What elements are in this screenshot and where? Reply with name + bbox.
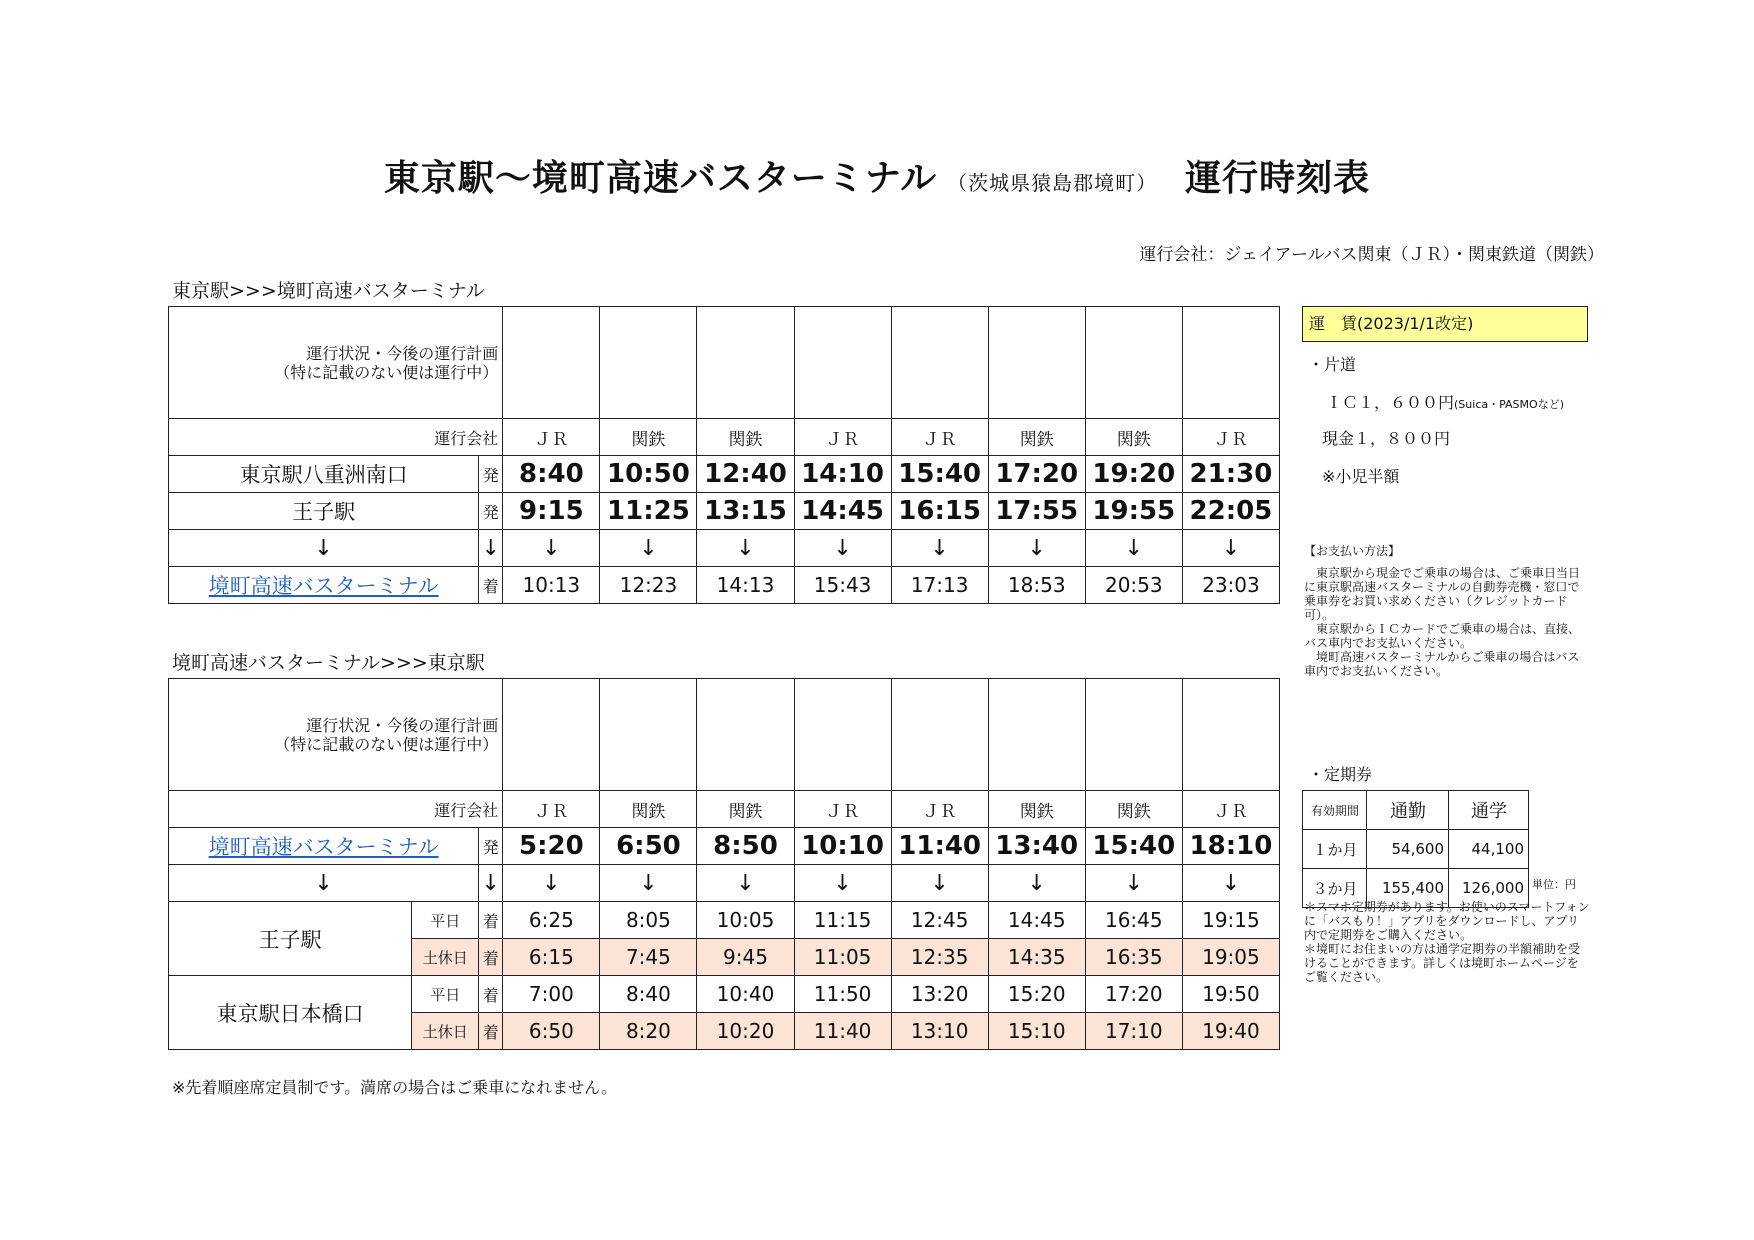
fare-header: 運 賃(2023/1/1改定) (1302, 306, 1588, 342)
time-cell: 5:20 (503, 828, 600, 865)
pass-notes (1304, 900, 1590, 984)
time-cell: 12:45 (891, 902, 988, 939)
time-cell: 20:53 (1085, 567, 1182, 604)
time-cell: 19:05 (1182, 939, 1279, 976)
down-arrow-icon: ↓ (794, 530, 891, 567)
company-cell: ＪＲ (503, 419, 600, 456)
time-cell: 17:55 (988, 493, 1085, 530)
sakai-terminal-link[interactable]: 境町高速バスターミナル (208, 574, 439, 598)
stop-row-sakai (169, 828, 1280, 865)
status-cell (697, 307, 794, 419)
arrival-mark: 着 (479, 1013, 503, 1050)
down-arrow-icon: ↓ (794, 865, 891, 902)
stop-name: 王子駅 (169, 902, 412, 976)
pass-price: 126,000 (1449, 869, 1529, 908)
company-cell: 関鉄 (600, 791, 697, 828)
time-cell: 8:05 (600, 902, 697, 939)
down-arrow-icon: ↓ (988, 865, 1085, 902)
departure-mark: 発 (479, 828, 503, 865)
stop-row-nihonbashi-weekday (169, 976, 1280, 1013)
time-cell: 14:10 (794, 456, 891, 493)
title-sub: （茨城県猿島郡境町） (947, 171, 1158, 195)
time-cell: 14:45 (794, 493, 891, 530)
stop-name: 王子駅 (169, 493, 479, 530)
status-label: 運行状況・今後の運行計画 （特に記載のない便は運行中） (169, 307, 503, 419)
stop-row-sakai (169, 567, 1280, 604)
outbound-timetable (168, 306, 1280, 604)
time-cell: 14:35 (988, 939, 1085, 976)
company-cell: 関鉄 (1085, 419, 1182, 456)
time-cell: 15:10 (988, 1013, 1085, 1050)
ic-fare: ＩＣ１，６００円(Suica・PASMOなど) (1326, 393, 1564, 412)
down-arrow-icon: ↓ (697, 530, 794, 567)
time-cell: 8:40 (600, 976, 697, 1013)
time-cell: 10:40 (697, 976, 794, 1013)
stop-name-cell (169, 567, 479, 604)
company-cell: 関鉄 (1085, 791, 1182, 828)
pass-period: １か月 (1303, 830, 1367, 869)
pass-label: ・定期券 (1308, 765, 1373, 784)
time-cell: 10:10 (794, 828, 891, 865)
company-cell: ＪＲ (891, 419, 988, 456)
time-cell: 9:15 (503, 493, 600, 530)
pass-header-school: 通学 (1449, 791, 1529, 830)
time-cell: 17:20 (988, 456, 1085, 493)
company-row (169, 791, 1280, 828)
inbound-section-title: 境町高速バスターミナル>>>東京駅 (172, 652, 485, 674)
time-cell: 15:20 (988, 976, 1085, 1013)
time-cell: 13:20 (891, 976, 988, 1013)
status-row (169, 679, 1280, 791)
time-cell: 12:23 (600, 567, 697, 604)
status-cell (988, 679, 1085, 791)
pass-price: 44,100 (1449, 830, 1529, 869)
time-cell: 12:35 (891, 939, 988, 976)
oneway-label: ・片道 (1308, 355, 1357, 374)
pass-header-period: 有効期間 (1303, 791, 1367, 830)
stop-name: 東京駅日本橋口 (169, 976, 412, 1050)
weekday-label: 平日 (412, 976, 479, 1013)
status-row (169, 307, 1280, 419)
status-label: 運行状況・今後の運行計画 （特に記載のない便は運行中） (169, 679, 503, 791)
time-cell: 13:10 (891, 1013, 988, 1050)
time-cell: 17:10 (1085, 1013, 1182, 1050)
time-cell: 11:25 (600, 493, 697, 530)
status-cell (891, 307, 988, 419)
time-cell: 22:05 (1182, 493, 1279, 530)
pass-period: ３か月 (1303, 869, 1367, 908)
inbound-timetable (168, 678, 1280, 1050)
time-cell: 6:15 (503, 939, 600, 976)
status-cell (1182, 679, 1279, 791)
down-arrow-icon: ↓ (891, 530, 988, 567)
time-cell: 13:40 (988, 828, 1085, 865)
time-cell: 12:40 (697, 456, 794, 493)
arrival-mark: 着 (479, 939, 503, 976)
down-arrow-icon: ↓ (1182, 530, 1279, 567)
pass-note-line: ＊境町にお住まいの方は通学定期券の半額補助を受けることができます。詳しくは境町ホームページをご覧ください。 (1304, 942, 1581, 984)
sakai-terminal-link[interactable]: 境町高速バスターミナル (208, 835, 439, 859)
company-cell: 関鉄 (697, 791, 794, 828)
company-cell: 関鉄 (600, 419, 697, 456)
down-arrow-icon: ↓ (1182, 865, 1279, 902)
payment-line: 東京駅からＩＣカードでご乗車の場合は、直接、バス車内でお支払いください。 (1304, 622, 1581, 650)
arrival-mark: 着 (479, 567, 503, 604)
status-cell (794, 679, 891, 791)
down-arrow-icon: ↓ (169, 530, 479, 567)
status-cell (503, 679, 600, 791)
time-cell: 6:25 (503, 902, 600, 939)
child-fare-note: ※小児半額 (1322, 467, 1400, 486)
footnote: ※先着順座席定員制です。満席の場合はご乗車になれません。 (172, 1078, 618, 1097)
company-label: 運行会社 (169, 419, 503, 456)
time-cell: 19:20 (1085, 456, 1182, 493)
time-cell: 21:30 (1182, 456, 1279, 493)
down-arrow-icon: ↓ (479, 865, 503, 902)
company-cell: 関鉄 (988, 419, 1085, 456)
page-title (0, 150, 1754, 201)
time-cell: 7:00 (503, 976, 600, 1013)
time-cell: 11:40 (794, 1013, 891, 1050)
outbound-section-title: 東京駅>>>境町高速バスターミナル (172, 280, 485, 302)
time-cell: 11:40 (891, 828, 988, 865)
time-cell: 18:10 (1182, 828, 1279, 865)
company-row (169, 419, 1280, 456)
time-cell: 14:13 (697, 567, 794, 604)
down-arrow-icon: ↓ (988, 530, 1085, 567)
status-cell (891, 679, 988, 791)
cash-fare: 現金１，８００円 (1322, 429, 1451, 448)
time-cell: 19:55 (1085, 493, 1182, 530)
pass-price: 54,600 (1367, 830, 1449, 869)
time-cell: 9:45 (697, 939, 794, 976)
status-cell (600, 679, 697, 791)
company-cell: ＪＲ (794, 791, 891, 828)
arrow-row (169, 530, 1280, 567)
time-cell: 8:50 (697, 828, 794, 865)
time-cell: 17:13 (891, 567, 988, 604)
pass-header-commute: 通勤 (1367, 791, 1449, 830)
down-arrow-icon: ↓ (600, 865, 697, 902)
weekday-label: 平日 (412, 902, 479, 939)
commuter-pass-table (1302, 790, 1529, 908)
time-cell: 6:50 (600, 828, 697, 865)
arrival-mark: 着 (479, 976, 503, 1013)
time-cell: 10:13 (503, 567, 600, 604)
status-cell (1085, 307, 1182, 419)
status-cell (697, 679, 794, 791)
operator-info: 運行会社：ジェイアールバス関東（ＪＲ）・関東鉄道（関鉄） (1139, 245, 1604, 265)
payment-line: 東京駅から現金でご乗車の場合は、ご乗車日当日に東京駅高速バスターミナルの自動券売機・窓口で乗車券をお買い求めください（クレジットカード可）。 (1304, 566, 1581, 622)
down-arrow-icon: ↓ (169, 865, 479, 902)
time-cell: 17:20 (1085, 976, 1182, 1013)
time-cell: 16:15 (891, 493, 988, 530)
down-arrow-icon: ↓ (600, 530, 697, 567)
departure-mark: 発 (479, 456, 503, 493)
holiday-label: 土休日 (412, 939, 479, 976)
time-cell: 13:15 (697, 493, 794, 530)
stop-name: 東京駅八重洲南口 (169, 456, 479, 493)
payment-title: 【お支払い方法】 (1304, 544, 1401, 558)
title-main: 東京駅〜境町高速バスターミナル (383, 158, 938, 199)
down-arrow-icon: ↓ (503, 530, 600, 567)
stop-name-cell (169, 828, 479, 865)
time-cell: 8:20 (600, 1013, 697, 1050)
down-arrow-icon: ↓ (503, 865, 600, 902)
company-label: 運行会社 (169, 791, 503, 828)
departure-mark: 発 (479, 493, 503, 530)
down-arrow-icon: ↓ (1085, 530, 1182, 567)
time-cell: 8:40 (503, 456, 600, 493)
company-cell: ＪＲ (503, 791, 600, 828)
time-cell: 10:05 (697, 902, 794, 939)
pass-unit: 単位：円 (1532, 878, 1576, 891)
time-cell: 19:40 (1182, 1013, 1279, 1050)
company-cell: 関鉄 (697, 419, 794, 456)
time-cell: 19:15 (1182, 902, 1279, 939)
company-cell: ＪＲ (1182, 791, 1279, 828)
status-cell (988, 307, 1085, 419)
pass-price: 155,400 (1367, 869, 1449, 908)
time-cell: 6:50 (503, 1013, 600, 1050)
time-cell: 11:05 (794, 939, 891, 976)
arrow-row (169, 865, 1280, 902)
status-cell (503, 307, 600, 419)
company-cell: ＪＲ (794, 419, 891, 456)
time-cell: 23:03 (1182, 567, 1279, 604)
time-cell: 11:50 (794, 976, 891, 1013)
status-cell (600, 307, 697, 419)
holiday-label: 土休日 (412, 1013, 479, 1050)
payment-line: 境町高速バスターミナルからご乗車の場合はバス車内でお支払いください。 (1304, 650, 1580, 678)
down-arrow-icon: ↓ (697, 865, 794, 902)
time-cell: 10:50 (600, 456, 697, 493)
company-cell: 関鉄 (988, 791, 1085, 828)
time-cell: 10:20 (697, 1013, 794, 1050)
payment-info (1304, 566, 1586, 678)
down-arrow-icon: ↓ (891, 865, 988, 902)
company-cell: ＪＲ (891, 791, 988, 828)
time-cell: 14:45 (988, 902, 1085, 939)
time-cell: 15:40 (891, 456, 988, 493)
pass-note-line: ＊スマホ定期券があります。お使いのスマートフォンに「バスもり！」アプリをダウンロードし、アプリ内で定期券をご購入ください。 (1304, 900, 1590, 942)
time-cell: 15:40 (1085, 828, 1182, 865)
status-cell (1182, 307, 1279, 419)
time-cell: 7:45 (600, 939, 697, 976)
stop-row-oji-weekday (169, 902, 1280, 939)
company-cell: ＪＲ (1182, 419, 1279, 456)
stop-row-oji (169, 493, 1280, 530)
time-cell: 18:53 (988, 567, 1085, 604)
status-cell (794, 307, 891, 419)
stop-row-tokyo-yaesu (169, 456, 1280, 493)
time-cell: 16:35 (1085, 939, 1182, 976)
arrival-mark: 着 (479, 902, 503, 939)
time-cell: 19:50 (1182, 976, 1279, 1013)
title-timetable: 運行時刻表 (1185, 158, 1371, 199)
down-arrow-icon: ↓ (1085, 865, 1182, 902)
status-cell (1085, 679, 1182, 791)
time-cell: 11:15 (794, 902, 891, 939)
time-cell: 16:45 (1085, 902, 1182, 939)
down-arrow-icon: ↓ (479, 530, 503, 567)
time-cell: 15:43 (794, 567, 891, 604)
